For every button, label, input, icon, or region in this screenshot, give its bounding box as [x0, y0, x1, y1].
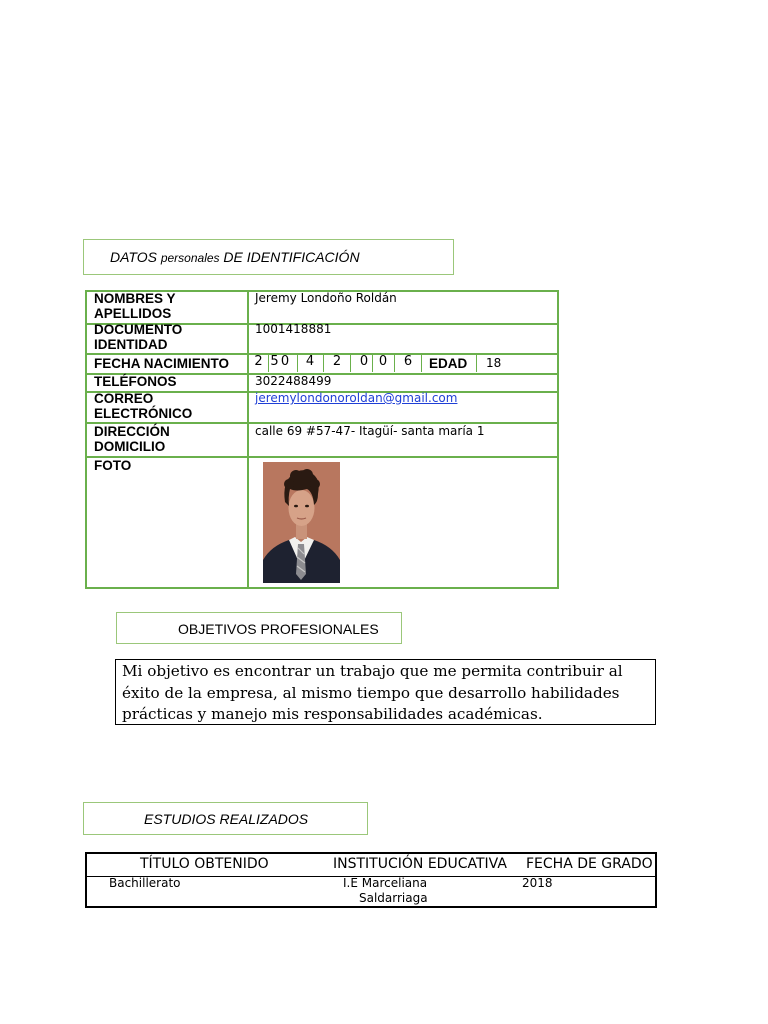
cell-divider: [394, 353, 395, 372]
cell-divider: [323, 353, 324, 372]
column-header-institution: INSTITUCIÓN EDUCATIVA: [333, 856, 507, 872]
studies-heading-box: [83, 802, 368, 835]
profile-photo: [263, 462, 340, 583]
birth-digit: 6: [403, 354, 413, 369]
birth-digit: 0: [280, 354, 290, 369]
cell-divider: [297, 353, 298, 372]
study-date-value: 2018: [522, 876, 553, 890]
names-label: NOMBRES Y APELLIDOS: [94, 291, 176, 321]
age-value: 18: [486, 356, 502, 370]
personal-data-heading: [110, 249, 360, 265]
objectives-text-box: [115, 659, 656, 725]
heading-part-3: DE IDENTIFICACIÓN: [219, 249, 360, 265]
age-label: EDAD: [429, 356, 468, 371]
birth-digit: 5: [270, 354, 279, 369]
address-label: DIRECCIÓN DOMICILIO: [94, 424, 170, 454]
studies-heading: ESTUDIOS REALIZADOS: [144, 811, 309, 827]
photo-label: FOTO: [94, 458, 132, 473]
cell-divider: [476, 353, 477, 372]
heading-part-1: DATOS: [110, 249, 161, 265]
birth-date-label: FECHA NACIMIENTO: [94, 356, 229, 371]
birth-digit: 0: [378, 354, 388, 369]
study-institution-line1: I.E Marceliana: [343, 876, 428, 890]
objectives-heading: OBJETIVOS PROFESIONALES: [178, 621, 379, 637]
cell-divider: [372, 353, 373, 372]
cell-divider: [421, 353, 422, 372]
objectives-text: Mi objetivo es encontrar un trabajo que me permita contribuir al éxito de la empresa, al mismo tiempo que desarrollo habilidades prácticas y manejo mis responsabilidades académicas.: [122, 662, 623, 723]
phones-label: TELÉFONOS: [94, 374, 177, 389]
birth-digit: 0: [359, 354, 369, 369]
cell-divider: [350, 353, 351, 372]
study-title-value: Bachillerato: [109, 876, 181, 890]
email-label: CORREO ELECTRÓNICO: [94, 391, 193, 421]
birth-digit: 2: [254, 354, 263, 369]
names-value: Jeremy Londoño Roldán: [255, 291, 397, 305]
row-divider: [87, 456, 557, 458]
column-header-date: FECHA DE GRADO: [526, 856, 653, 872]
study-institution-line2: Saldarriaga: [359, 891, 428, 905]
email-value: [255, 391, 457, 406]
email-link[interactable]: jeremylondonoroldan@gmail.com: [255, 391, 458, 405]
row-divider: [87, 353, 557, 355]
document-value: 1001418881: [255, 322, 332, 336]
address-value: calle 69 #57-47- Itagüí- santa maría 1: [255, 424, 485, 438]
heading-part-2: personales: [160, 251, 220, 265]
column-header-title: TÍTULO OBTENIDO: [140, 856, 269, 872]
document-label: DOCUMENTO IDENTIDAD: [94, 322, 183, 352]
personal-data-heading-box: [83, 239, 454, 275]
birth-digit: 2: [332, 354, 342, 369]
table-divider: [247, 292, 249, 587]
phones-value: 3022488499: [255, 374, 332, 388]
objectives-heading-box: [116, 612, 402, 644]
birth-digit: 4: [305, 354, 315, 369]
